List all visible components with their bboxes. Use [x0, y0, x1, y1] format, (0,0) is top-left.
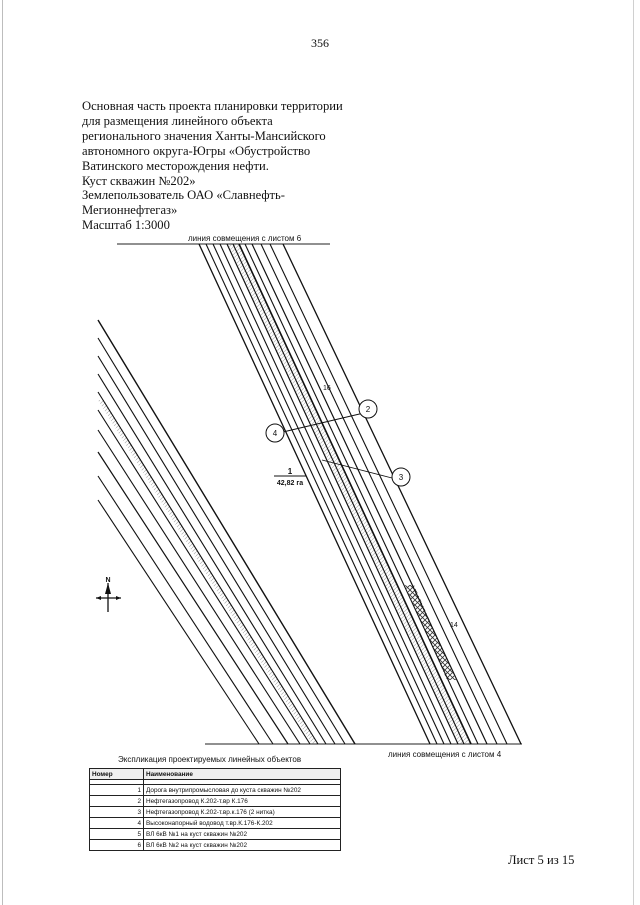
title-line: Землепользователь ОАО «Славнефть-: [82, 188, 285, 203]
table-row: [90, 829, 341, 840]
north-arrow: [96, 577, 121, 612]
row-name: Нефтегазопровод К.202-т.вр.к.176 (2 нитка): [144, 807, 341, 818]
right-corridor: [199, 244, 521, 744]
row-name: ВЛ 6кВ №1 на куст скважин №202: [144, 829, 341, 840]
title-line: регионального значения Ханты-Мансийского: [82, 128, 326, 143]
title-line: автономного округа-Югры «Обустройство: [82, 143, 311, 158]
row-number: 6: [90, 840, 144, 851]
title-line: Куст скважин №202»: [82, 173, 196, 188]
match-line-bottom-label: линия совмещения с листом 4: [388, 750, 502, 759]
match-line-top-label: линия совмещения с листом 6: [188, 234, 302, 243]
callout-number: 2: [365, 405, 371, 414]
parcel-number: 1: [287, 467, 293, 476]
row-name: Высоконапорный водовод т.вр.К.176-К.202: [144, 818, 341, 829]
row-name: Дорога внутрипромысловая до куста скважин №202: [144, 785, 341, 796]
table-row: [90, 785, 341, 796]
row-number: 2: [90, 796, 144, 807]
callout-3: [392, 468, 410, 486]
callout-4: [266, 424, 284, 442]
north-label: N: [105, 577, 111, 584]
point-label-14: 14: [450, 622, 458, 629]
row-number: 5: [90, 829, 144, 840]
table-row: [90, 818, 341, 829]
row-name: ВЛ 6кВ №2 на куст скважин №202: [144, 840, 341, 851]
table-row: [90, 807, 341, 818]
title-line: Мегионнефтегаз»: [82, 203, 178, 218]
callout-number: 3: [398, 473, 404, 482]
row-number: 1: [90, 785, 144, 796]
title-line: для размещения линейного объекта: [82, 113, 273, 128]
left-corridor: [98, 320, 355, 744]
table-row: [90, 840, 341, 851]
row-name: Нефтегазопровод К.202-т.вр К.176: [144, 796, 341, 807]
column-header-number: Номер: [90, 769, 144, 780]
parcel-label: [274, 467, 306, 487]
page-number: 356: [311, 36, 329, 50]
parcel-area: 42,82 га: [276, 480, 304, 487]
row-number: 4: [90, 818, 144, 829]
explication-title: Экспликация проектируемых линейных объектов: [118, 755, 302, 764]
title-line: Основная часть проекта планировки территории: [82, 99, 343, 113]
sheet-counter: Лист 5 из 15: [508, 853, 575, 867]
column-header-name: Наименование: [144, 769, 341, 780]
corridor-hatch: [98, 400, 318, 744]
table-row: [90, 796, 341, 807]
row-number: 3: [90, 807, 144, 818]
callout-2: [359, 400, 377, 418]
table-header-row: [90, 769, 341, 780]
callout-number: 4: [272, 429, 278, 438]
explication-table: [89, 768, 341, 851]
point-label-16: 16: [323, 385, 331, 392]
scale-label: Масштаб 1:3000: [82, 218, 170, 233]
title-line: Ватинского месторождения нефти.: [82, 158, 269, 173]
